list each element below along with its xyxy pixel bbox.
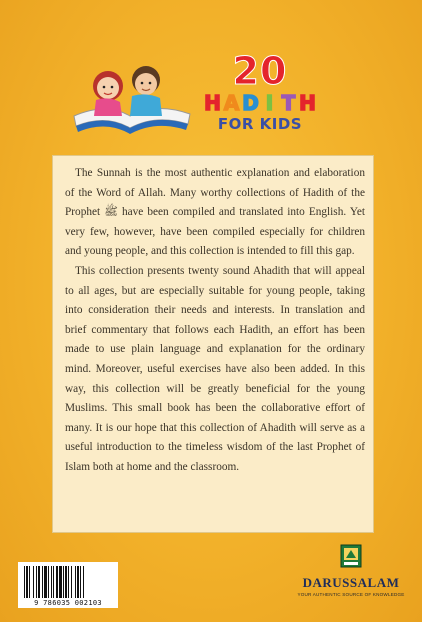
barcode-bars bbox=[24, 566, 112, 598]
title-letter: I bbox=[265, 91, 274, 115]
publisher-name: DARUSSALAM bbox=[302, 575, 400, 590]
blurb-text bbox=[65, 164, 365, 478]
blurb-paragraph-1: The Sunnah is the most authentic explanation and elaboration of the Word of Allah. Many worthy collections of Hadith of the Prophet ﷺ have been compiled and translated into English. Yet very few, however, have been compiled especially for children and young people, and this collection is intended to fill this gap. bbox=[65, 167, 366, 258]
title-letter: H bbox=[299, 91, 316, 115]
title-letter: A bbox=[223, 91, 240, 115]
blurb-paragraph-2: This collection presents twenty sound Ahadith that will appeal to all ages, but are especially suitable for young people, taking into consideration their needs and interests. In translation and brief commentary that follows each Hadith, an effort has been made to use plain language and explanation for the ordinary mind. Moreover, useful exercises have also been added. In this way, this collection will be greatly beneficial for the young Muslims. This small book has been the collaborative effort of many. It is our hope that this collection of Ahadith will serve as a useful introduction to the timeless wisdom of the last Prophet of Islam both at home and the classroom. bbox=[65, 264, 365, 473]
title-letter: H bbox=[204, 91, 221, 115]
title-letter: T bbox=[281, 91, 296, 115]
blurb-panel bbox=[52, 155, 374, 533]
publisher-tagline: YOUR AUTHENTIC SOURCE OF KNOWLEDGE bbox=[297, 592, 405, 597]
title-word bbox=[200, 92, 320, 114]
title-number: 20 bbox=[232, 49, 288, 93]
title-subtitle: FOR KIDS bbox=[217, 115, 303, 133]
publisher-logo-icon bbox=[340, 544, 362, 568]
isbn-number: 9 786035 002103 bbox=[34, 599, 102, 607]
publisher-block bbox=[296, 544, 406, 597]
isbn-barcode bbox=[18, 562, 118, 608]
kids-reading-illustration bbox=[66, 58, 196, 138]
title-letter: D bbox=[242, 91, 259, 115]
book-title bbox=[200, 49, 320, 133]
